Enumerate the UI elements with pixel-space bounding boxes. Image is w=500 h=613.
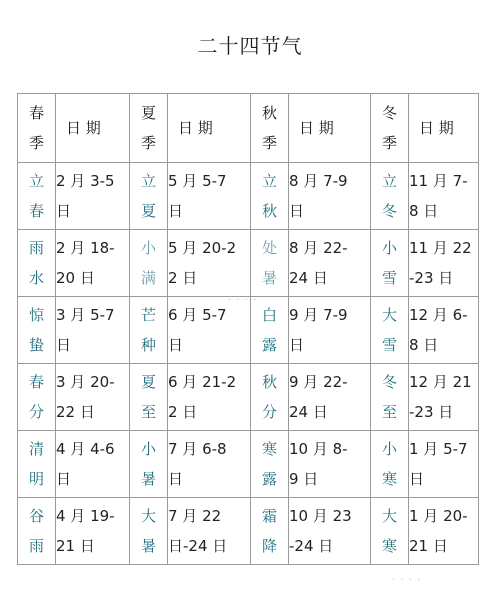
solar-term-name: 清 明 [18, 431, 56, 498]
solar-term-date: 9 月 7-9 日 [289, 297, 371, 364]
solar-term-name: 立 春 [18, 163, 56, 230]
solar-term-date: 7 月 6-8 日 [168, 431, 251, 498]
solar-term-name: 小 满 [130, 230, 168, 297]
date-header-spring: 日 期 [56, 94, 130, 163]
solar-term-date: 6 月 5-7 日 [168, 297, 251, 364]
solar-term-name: 谷 雨 [18, 498, 56, 565]
solar-term-date: 8 月 22- 24 日 [289, 230, 371, 297]
solar-term-name: 处 暑 [251, 230, 289, 297]
solar-term-name: 立 秋 [251, 163, 289, 230]
table-row [18, 431, 479, 498]
watermark-dots: · · · · [392, 575, 422, 586]
solar-term-name: 秋 分 [251, 364, 289, 431]
solar-term-name: 大 寒 [371, 498, 409, 565]
solar-term-date: 6 月 21-2 2 日 [168, 364, 251, 431]
solar-term-date: 1 月 20- 21 日 [409, 498, 479, 565]
solar-term-date: 3 月 20- 22 日 [56, 364, 130, 431]
page-title: 二十四节气 [197, 34, 303, 58]
season-header-spring: 春 季 [18, 94, 56, 163]
solar-term-name: 惊 蛰 [18, 297, 56, 364]
solar-term-date: 2 月 3-5 日 [56, 163, 130, 230]
solar-term-date: 5 月 20-2 2 日 [168, 230, 251, 297]
solar-term-date: 10 月 23 -24 日 [289, 498, 371, 565]
solar-term-name: 春 分 [18, 364, 56, 431]
solar-term-name: 寒 露 [251, 431, 289, 498]
solar-term-name: 立 冬 [371, 163, 409, 230]
solar-term-date: 7 月 22 日-24 日 [168, 498, 251, 565]
table-row [18, 364, 479, 431]
solar-term-date: 8 月 7-9 日 [289, 163, 371, 230]
solar-term-name: 小 雪 [371, 230, 409, 297]
solar-term-name: 霜 降 [251, 498, 289, 565]
solar-term-name: 立 夏 [130, 163, 168, 230]
solar-term-date: 10 月 8- 9 日 [289, 431, 371, 498]
solar-term-date: 2 月 18- 20 日 [56, 230, 130, 297]
date-header-winter: 日 期 [409, 94, 479, 163]
solar-terms-table [17, 93, 479, 565]
table-row [18, 230, 479, 297]
solar-term-name: 大 雪 [371, 297, 409, 364]
table-row [18, 163, 479, 230]
solar-term-name: 小 寒 [371, 431, 409, 498]
solar-term-name: 白 露 [251, 297, 289, 364]
date-header-summer: 日 期 [168, 94, 251, 163]
table-row [18, 498, 479, 565]
solar-term-date: 9 月 22- 24 日 [289, 364, 371, 431]
table-row [18, 297, 479, 364]
solar-term-date: 3 月 5-7 日 [56, 297, 130, 364]
solar-term-date: 12 月 6- 8 日 [409, 297, 479, 364]
watermark-dots: · · · · [228, 295, 258, 306]
season-header-autumn: 秋 季 [251, 94, 289, 163]
solar-term-name: 冬 至 [371, 364, 409, 431]
date-header-autumn: 日 期 [289, 94, 371, 163]
solar-term-name: 大 暑 [130, 498, 168, 565]
season-header-summer: 夏 季 [130, 94, 168, 163]
solar-term-date: 11 月 7- 8 日 [409, 163, 479, 230]
header-row [18, 94, 479, 163]
solar-term-name: 夏 至 [130, 364, 168, 431]
solar-term-date: 1 月 5-7 日 [409, 431, 479, 498]
solar-term-date: 11 月 22 -23 日 [409, 230, 479, 297]
season-header-winter: 冬 季 [371, 94, 409, 163]
solar-term-date: 4 月 19- 21 日 [56, 498, 130, 565]
solar-term-name: 芒 种 [130, 297, 168, 364]
solar-term-date: 5 月 5-7 日 [168, 163, 251, 230]
solar-term-date: 4 月 4-6 日 [56, 431, 130, 498]
solar-term-name: 小 暑 [130, 431, 168, 498]
solar-term-date: 12 月 21 -23 日 [409, 364, 479, 431]
solar-term-name: 雨 水 [18, 230, 56, 297]
